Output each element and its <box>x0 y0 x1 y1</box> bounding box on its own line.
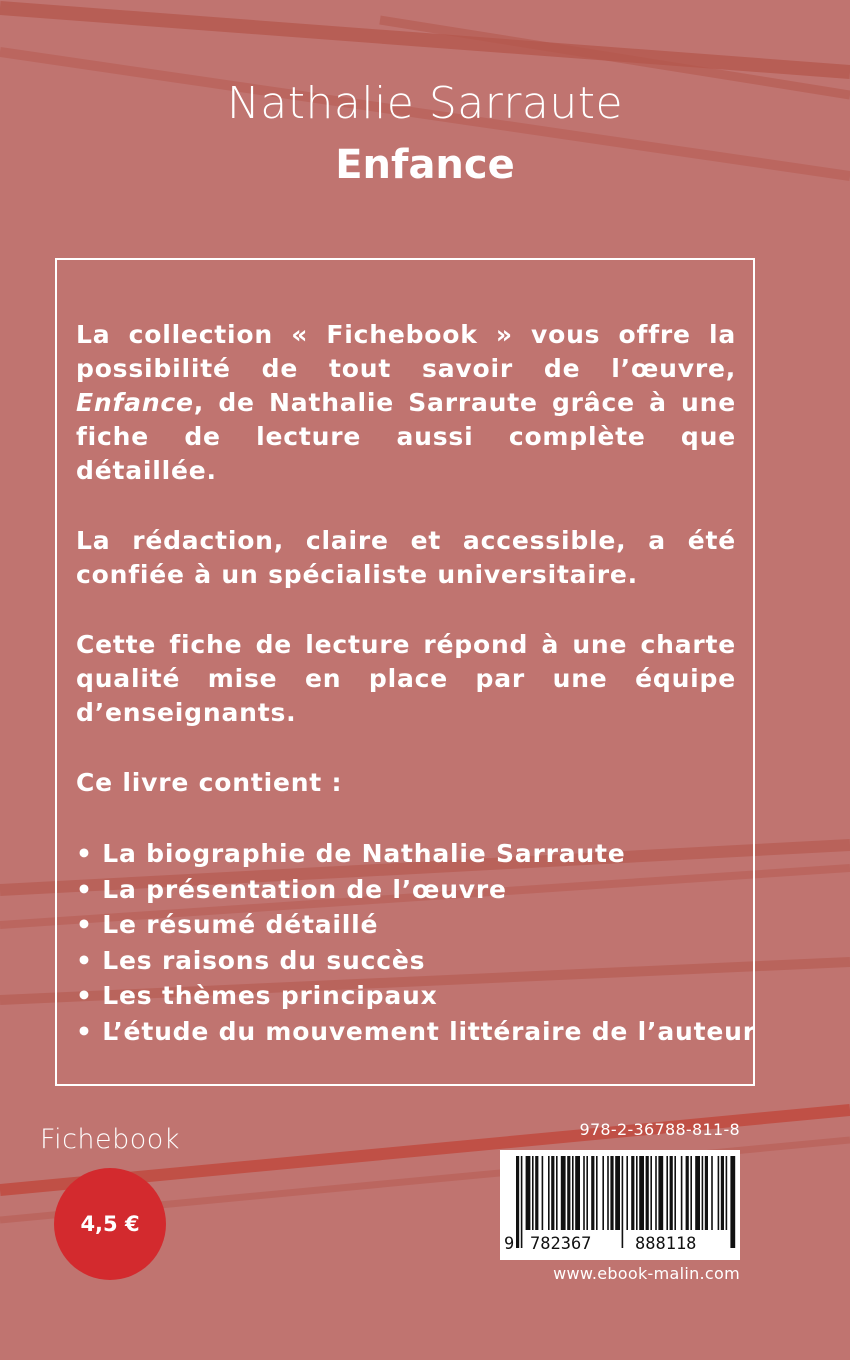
barcode-bar <box>583 1156 585 1230</box>
contents-heading: Ce livre contient : <box>76 768 343 797</box>
barcode-bar <box>711 1156 713 1230</box>
paragraph-collection-start: La collection « Fichebook » vous offre la possibilité de tout savoir de l’œuvre, <box>76 320 736 383</box>
author-name: Nathalie Sarraute <box>226 78 624 129</box>
paragraph-quality: Cette fiche de lecture répond à une charte qualité mise en place par une équipe d’enseignants. <box>76 630 736 727</box>
barcode-bar <box>639 1156 644 1230</box>
barcode-digits-left: 782367 <box>530 1234 592 1254</box>
barcode-bar <box>615 1156 620 1230</box>
barcode-bar <box>626 1156 628 1230</box>
price-label: 4,5 € <box>80 1212 140 1236</box>
barcode-bar <box>535 1156 538 1230</box>
barcode-bar <box>542 1156 544 1230</box>
barcode-bar <box>548 1156 550 1230</box>
barcode-digits-right: 888118 <box>635 1234 697 1254</box>
barcode-bar <box>526 1156 531 1230</box>
list-item: • Le résumé détaillé <box>76 910 379 939</box>
barcode-digits <box>500 1230 740 1258</box>
barcode-bar <box>681 1156 683 1230</box>
barcode-bar <box>718 1156 720 1230</box>
barcode-bar <box>666 1156 668 1230</box>
website-url: www.ebook-malin.com <box>553 1264 740 1283</box>
price-badge <box>54 1168 166 1280</box>
barcode-bar <box>556 1156 558 1230</box>
barcode-bar <box>702 1156 704 1230</box>
barcode-bar <box>655 1156 657 1230</box>
barcode-bar <box>674 1156 676 1230</box>
list-item: • La biographie de Nathalie Sarraute <box>76 839 626 868</box>
paragraph-collection-end: , de Nathalie Sarraute grâce à une fiche de lecture aussi complète que détaillée. <box>76 388 736 485</box>
barcode-bar <box>650 1156 652 1230</box>
paragraph-redaction: La rédaction, claire et accessible, a été confiée à un spécialiste universitaire. <box>76 526 736 589</box>
barcode-bar <box>636 1156 638 1230</box>
barcode-bar <box>726 1156 728 1230</box>
barcode-bar <box>607 1156 609 1230</box>
barcode-bar <box>646 1156 649 1230</box>
work-title-italic: Enfance <box>76 388 194 417</box>
barcode-bar <box>705 1156 708 1230</box>
contents-list <box>76 836 756 1049</box>
barcode-bar <box>610 1156 613 1230</box>
barcode-bar <box>567 1156 570 1230</box>
barcode-bar <box>591 1156 594 1230</box>
barcode <box>500 1150 740 1260</box>
barcode-bar <box>695 1156 700 1230</box>
paragraph-collection <box>76 318 736 488</box>
barcode-bar <box>602 1156 604 1230</box>
barcode-bar <box>586 1156 588 1230</box>
barcode-bar <box>686 1156 689 1230</box>
list-item: • La présentation de l’œuvre <box>76 874 507 904</box>
book-title: Enfance <box>335 142 515 188</box>
barcode-bar <box>596 1156 598 1230</box>
barcode-bar <box>532 1156 534 1230</box>
description-text <box>76 318 756 1049</box>
barcode-digit-first: 9 <box>504 1234 515 1254</box>
isbn-number: 978-2-36788-811-8 <box>579 1120 740 1139</box>
barcode-bar <box>690 1156 692 1230</box>
barcode-bar <box>575 1156 580 1230</box>
barcode-bar <box>551 1156 554 1230</box>
list-item: • Les thèmes principaux <box>76 981 438 1010</box>
barcode-bar <box>721 1156 724 1230</box>
list-item: • Les raisons du succès <box>76 945 426 975</box>
barcode-bar <box>670 1156 673 1230</box>
barcode-bar <box>658 1156 663 1230</box>
list-item: • L’étude du mouvement littéraire de l’auteur <box>76 1016 756 1046</box>
barcode-bar <box>572 1156 574 1230</box>
barcode-bar <box>631 1156 634 1230</box>
barcode-bar <box>561 1156 566 1230</box>
publisher-name: Fichebook <box>40 1124 180 1155</box>
